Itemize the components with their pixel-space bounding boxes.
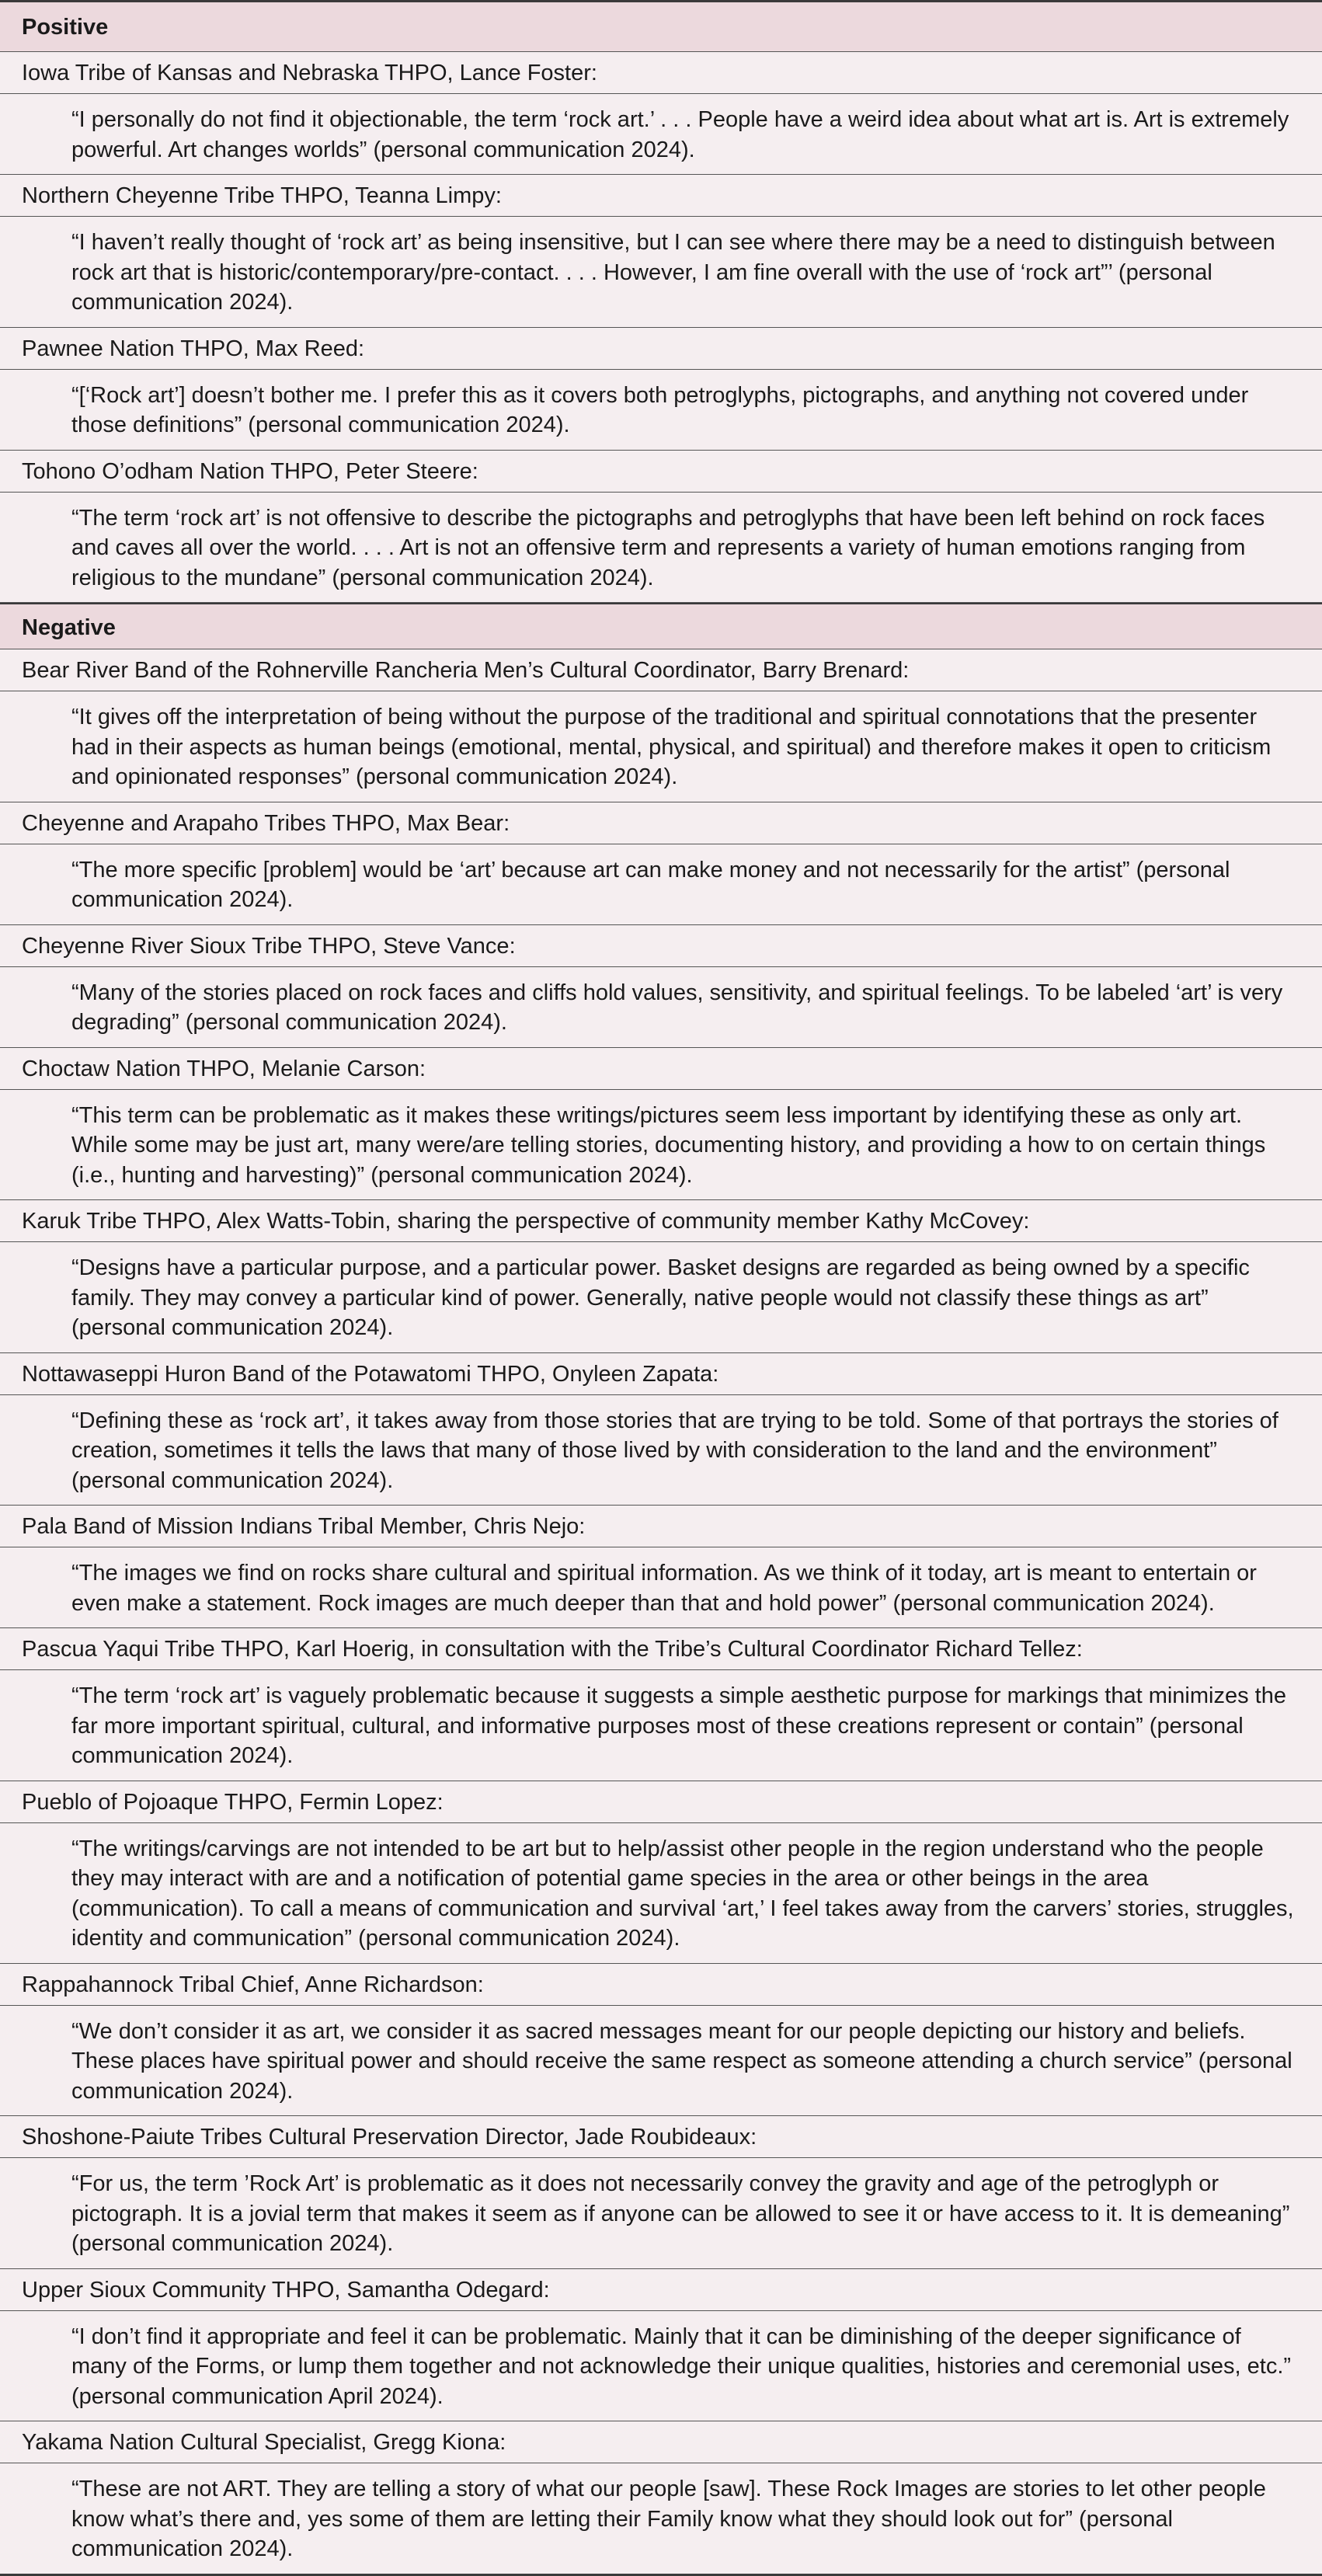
quote-row: “The writings/carvings are not intended to be art but to help/assist other people in the region understand who the people they may interact with are and a notification of potential game species in the area or other beings in the area (communication). To call a means of communication and survival ‘art,’ I feel takes away from the carvers’ stories, struggles, identity and communication” (personal communication 2024). [0, 1823, 1322, 1964]
quote-row: “The images we find on rocks share cultural and spiritual information. As we think of it today, art is meant to entertain or even make a statement. Rock images are much deeper than that and hold power” (personal communication 2024). [0, 1547, 1322, 1628]
quote-row: “The term ‘rock art’ is vaguely problematic because it suggests a simple aesthetic purpose for markings that minimizes the far more important spiritual, cultural, and informative purposes most of these creations represent or contain” (personal communication 2024). [0, 1670, 1322, 1781]
attribution-row: Nottawaseppi Huron Band of the Potawatomi THPO, Onyleen Zapata: [0, 1353, 1322, 1395]
attribution-row: Pascua Yaqui Tribe THPO, Karl Hoerig, in consultation with the Tribe’s Cultural Coordinator Richard Tellez: [0, 1628, 1322, 1670]
attribution-row: Iowa Tribe of Kansas and Nebraska THPO, Lance Foster: [0, 52, 1322, 94]
quote-row: “Designs have a particular purpose, and a particular power. Basket designs are regarded as being owned by a specific family. They may convey a particular kind of power. Generally, native people would not classify these things as art” (personal communication 2024). [0, 1242, 1322, 1353]
quote-row: “The term ‘rock art’ is not offensive to describe the pictographs and petroglyphs that have been left behind on rock faces and caves all over the world. . . . Art is not an offensive term and represents a variety of human emotions ranging from religious to the mundane” (personal communication 2024). [0, 493, 1322, 604]
section-header-positive: Positive [0, 2, 1322, 52]
attribution-row: Upper Sioux Community THPO, Samantha Odegard: [0, 2269, 1322, 2311]
attribution-row: Pueblo of Pojoaque THPO, Fermin Lopez: [0, 1781, 1322, 1823]
quote-row: “I don’t find it appropriate and feel it can be problematic. Mainly that it can be diminishing of the deeper significance of many of the Forms, or lump them together and not acknowledge their unique qualities, histories and ceremonial uses, etc.” (personal communication April 2024). [0, 2311, 1322, 2422]
quote-row: “The more specific [problem] would be ‘art’ because art can make money and not necessarily for the artist” (personal communication 2024). [0, 844, 1322, 925]
attribution-row: Karuk Tribe THPO, Alex Watts-Tobin, sharing the perspective of community member Kathy McCovey: [0, 1200, 1322, 1242]
attribution-row: Tohono O’odham Nation THPO, Peter Steere: [0, 451, 1322, 493]
quote-row: “Defining these as ‘rock art’, it takes away from those stories that are trying to be told. Some of that portrays the stories of creation, sometimes it tells the laws that many of those lived by with consideration to the land and the environment” (personal communication 2024). [0, 1395, 1322, 1506]
quote-row: “[‘Rock art’] doesn’t bother me. I prefer this as it covers both petroglyphs, pictographs, and anything not covered under those definitions” (personal communication 2024). [0, 370, 1322, 451]
quote-row: “Many of the stories placed on rock faces and cliffs hold values, sensitivity, and spiritual feelings. To be labeled ‘art’ is very degrading” (personal communication 2024). [0, 967, 1322, 1048]
attribution-row: Rappahannock Tribal Chief, Anne Richardson: [0, 1964, 1322, 2006]
attribution-row: Bear River Band of the Rohnerville Rancheria Men’s Cultural Coordinator, Barry Brenard: [0, 649, 1322, 691]
attribution-row: Pawnee Nation THPO, Max Reed: [0, 328, 1322, 370]
quote-row: “For us, the term ’Rock Art’ is problematic as it does not necessarily convey the gravity and age of the petroglyph or pictograph. It is a jovial term that makes it seem as if anyone can be allowed to see it or have access to it. It is demeaning” (personal communication 2024). [0, 2158, 1322, 2269]
quote-row: “These are not ART. They are telling a story of what our people [saw]. These Rock Images are stories to let other people know what’s there and, yes some of them are letting their Family know what they should look out for” (personal communication 2024). [0, 2463, 1322, 2576]
quote-row: “It gives off the interpretation of being without the purpose of the traditional and spiritual connotations that the presenter had in their aspects as human beings (emotional, mental, physical, and spiritual) and therefore makes it open to criticism and opinionated responses” (personal communication 2024). [0, 691, 1322, 802]
attribution-row: Cheyenne River Sioux Tribe THPO, Steve Vance: [0, 925, 1322, 967]
attribution-row: Shoshone-Paiute Tribes Cultural Preservation Director, Jade Roubideaux: [0, 2116, 1322, 2158]
quote-row: “This term can be problematic as it makes these writings/pictures seem less important by identifying these as only art. While some may be just art, many were/are telling stories, documenting history, and providing a how to on certain things (i.e., hunting and harvesting)” (personal communication 2024). [0, 1090, 1322, 1201]
section-header-negative: Negative [0, 603, 1322, 649]
quote-row: “I personally do not find it objectionable, the term ‘rock art.’ . . . People have a weird idea about what art is. Art is extremely powerful. Art changes worlds” (personal communication 2024). [0, 94, 1322, 175]
quote-row: “I haven’t really thought of ‘rock art’ as being insensitive, but I can see where there may be a need to distinguish between rock art that is historic/contemporary/pre-contact. . . . However, I am fine overall with the use of ‘rock art”’ (personal communication 2024). [0, 217, 1322, 328]
attribution-row: Cheyenne and Arapaho Tribes THPO, Max Bear: [0, 802, 1322, 844]
attribution-row: Choctaw Nation THPO, Melanie Carson: [0, 1048, 1322, 1090]
attribution-row: Northern Cheyenne Tribe THPO, Teanna Limpy: [0, 175, 1322, 217]
quote-row: “We don’t consider it as art, we consider it as sacred messages meant for our people depicting our history and beliefs. These places have spiritual power and should receive the same respect as someone attending a church service” (personal communication 2024). [0, 2006, 1322, 2117]
attribution-row: Pala Band of Mission Indians Tribal Member, Chris Nejo: [0, 1506, 1322, 1547]
attribution-row: Yakama Nation Cultural Specialist, Gregg Kiona: [0, 2421, 1322, 2463]
